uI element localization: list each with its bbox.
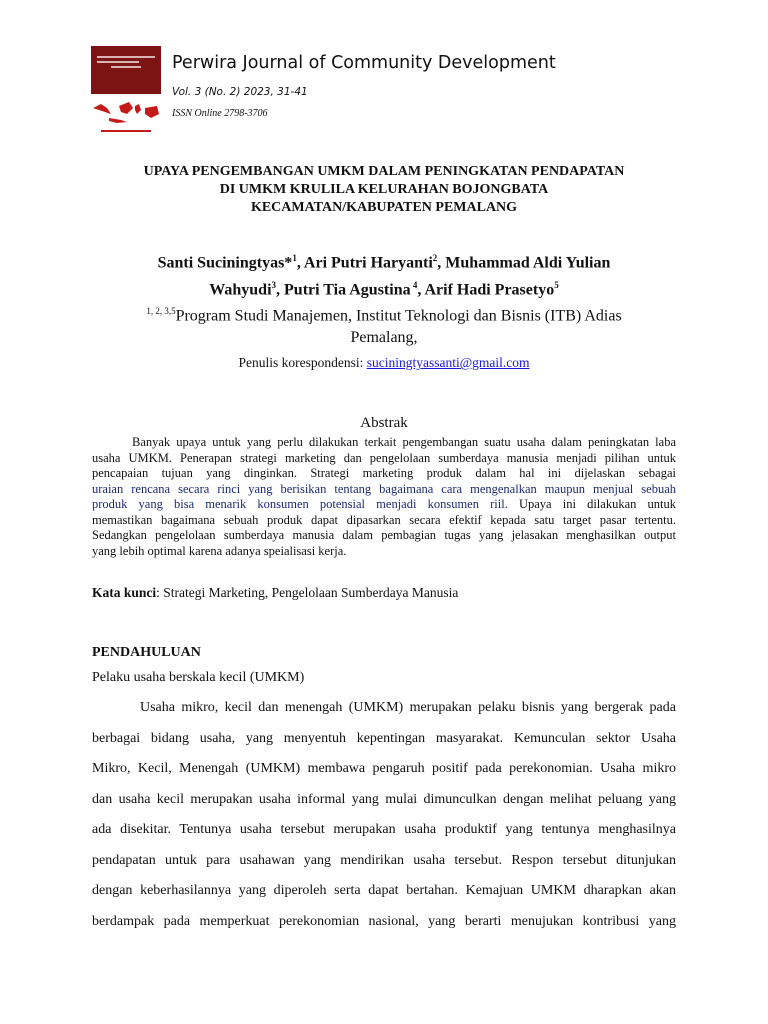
correspondence <box>80 355 688 371</box>
author-name: , Putri Tia Agustina <box>276 281 411 299</box>
author-affil-marker: 1 <box>292 253 297 263</box>
keywords <box>92 585 458 601</box>
title-line: DI UMKM KRULILA KELURAHAN BOJONGBATA <box>219 182 549 197</box>
author-name: , Arif Hadi Prasetyo <box>417 281 555 299</box>
abstract-line: yang lebih optimal karena adanya speialisasi kerja. <box>92 543 347 558</box>
title-line: KECAMATAN/KABUPATEN PEMALANG <box>250 200 518 215</box>
body-paragraph <box>92 693 676 937</box>
author-affil-marker: 5 <box>554 280 559 291</box>
author-name: , Muhammad Aldi Yulian <box>437 254 611 272</box>
body-line: ada disekitar. Tentunya usaha tersebut merupakan usaha produktif yang tentunya menghasilnya <box>92 822 676 837</box>
abstract-line: Sedangkan pengelolaan sumberdaya manusia dalam pembagian tugas yang jelasakan menghasilkan output <box>92 528 676 542</box>
abstract-title: Abstrak <box>360 415 408 431</box>
abstract-line: uraian rencana secara rinci yang berisikan tentang bagaimana cara mengenalkan maupun menjual sebuah <box>92 481 676 496</box>
body-line: berdampak pada memperkuat perekonomian nasional, yang berarti menujukan kontribusi yang <box>92 913 676 929</box>
abstract-line: usaha UMKM. Penerapan strategi marketing dan pengelolaan sumberdaya manusia menjadi pilihan untuk <box>92 450 676 465</box>
author-name: Wahyudi <box>209 281 272 299</box>
keywords-label: Kata kunci <box>92 585 157 600</box>
abstract-body <box>92 435 676 559</box>
abstract-line: pencapaian tujuan yang dinginkan. Strategi marketing produk dalam hal ini dijelaskan sebagai <box>92 466 676 480</box>
abstract-line-part: produk yang bisa menarik konsumen potensial menjadi konsumen riil. <box>92 497 508 511</box>
author-name: Santi Suciningtyas* <box>157 254 293 272</box>
affiliation <box>80 300 688 349</box>
affiliation-line: Pemalang, <box>350 329 418 347</box>
title-line: UPAYA PENGEMBANGAN UMKM DALAM PENINGKATAN PENDAPATAN <box>143 164 625 179</box>
section-heading: PENDAHULUAN <box>92 645 201 660</box>
journal-volume: Vol. 3 (No. 2) 2023, 31-41 <box>172 86 308 98</box>
author-name: , Ari Putri Haryanti <box>296 254 433 272</box>
logo-banner <box>91 46 161 94</box>
body-line: dan usaha kecil merupakan usaha informal yang mulai dimunculkan dengan melihat peluang yang <box>92 791 676 807</box>
paper-title <box>80 163 688 217</box>
body-line: dengan keberhasilannya yang diperoleh serta dapat bertahan. Kemajuan UMKM dharapkan akan <box>92 883 676 898</box>
author-affil-marker: 4 <box>410 280 418 291</box>
indonesia-map-icon <box>91 96 161 136</box>
journal-logo <box>91 46 161 136</box>
body-line: Mikro, Kecil, Menengah (UMKM) membawa pengaruh positif pada perekonomian. Usaha mikro <box>92 761 676 776</box>
email-link[interactable]: suciningtyassanti@gmail.com <box>366 355 530 370</box>
body-line: Usaha mikro, kecil dan menengah (UMKM) merupakan pelaku bisnis yang bergerak pada <box>140 700 676 715</box>
abstract-line-part: Upaya ini dilakukan untuk <box>507 497 676 511</box>
body-line: pendapatan untuk para usahawan yang mendirikan usaha tersebut. Respon tersebut ditunjukan <box>92 852 676 868</box>
author-affil-marker: 2 <box>432 253 438 263</box>
affiliation-markers: 1, 2, 3,5 <box>146 306 176 316</box>
correspondence-label: Penulis korespondensi: <box>238 355 367 370</box>
section-subheading: Pelaku usaha berskala kecil (UMKM) <box>92 670 305 685</box>
keywords-text: : Strategi Marketing, Pengelolaan Sumberdaya Manusia <box>156 585 459 600</box>
body-line: berbagai bidang usaha, yang menyentuh kepentingan masyarakat. Kemunculan sektor Usaha <box>92 730 676 746</box>
abstract-line: Banyak upaya untuk yang perlu dilakukan terkait pengembangan suatu usaha dalam peningkatan laba <box>132 435 676 449</box>
author-list <box>80 247 688 302</box>
abstract-line: memastikan bagaimana sebuah produk dapat dipasarkan secara efektif kepada satu target pasar tertentu. <box>92 512 676 527</box>
author-affil-marker: 3 <box>271 280 277 291</box>
journal-name: Perwira Journal of Community Development <box>172 53 556 73</box>
affiliation-line: Program Studi Manajemen, Institut Teknologi dan Bisnis (ITB) Adias <box>175 307 622 325</box>
journal-issn: ISSN Online 2798-3706 <box>172 108 268 119</box>
